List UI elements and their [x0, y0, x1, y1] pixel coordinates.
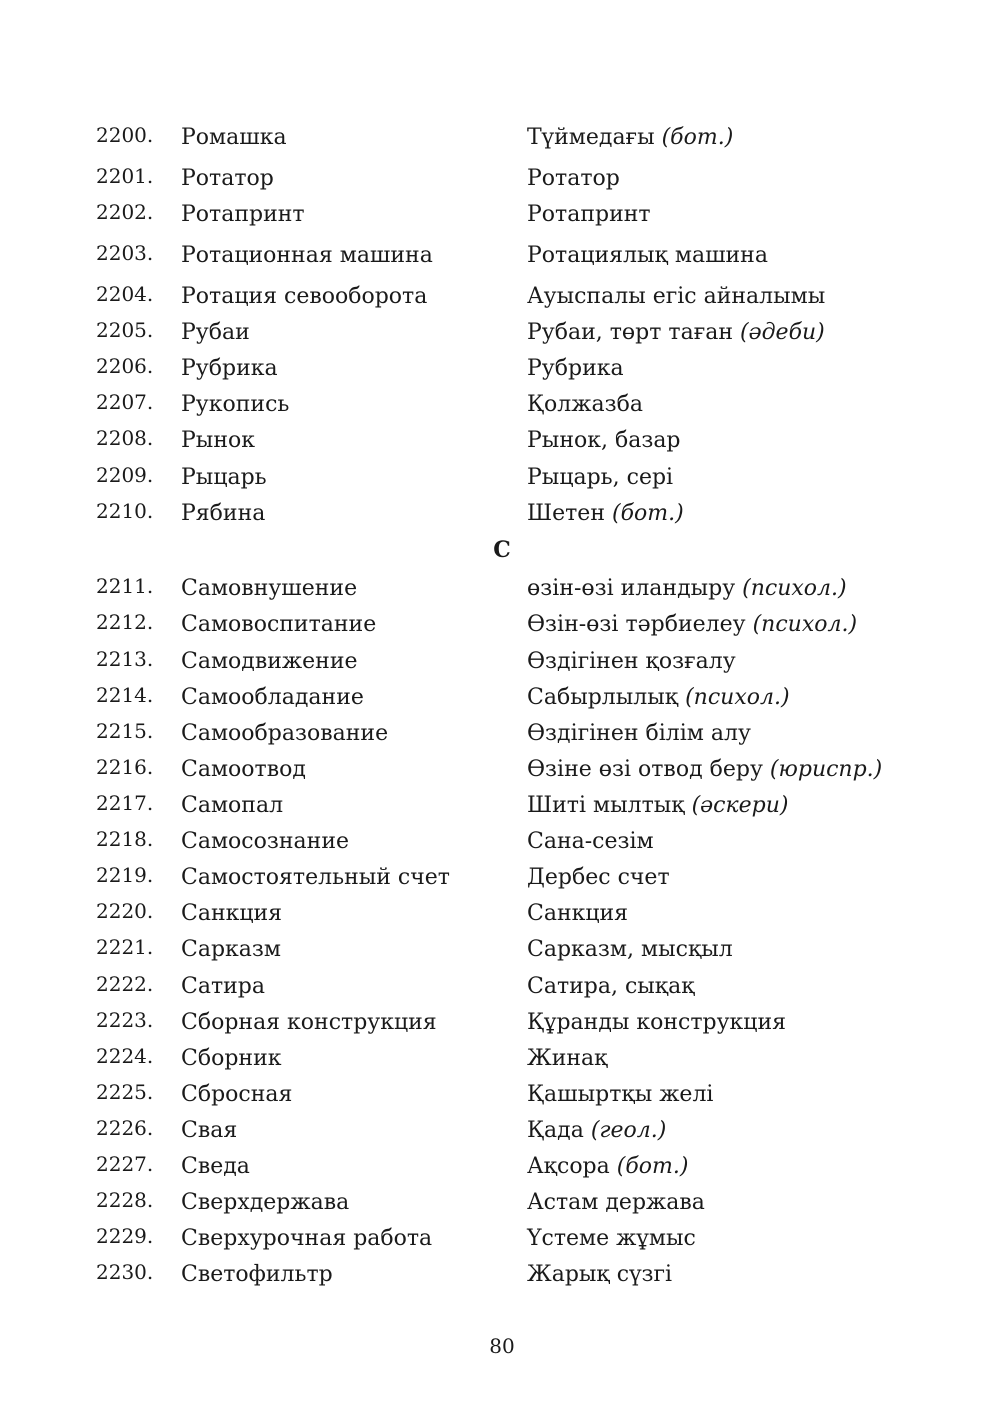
entry-row: [0, 426, 1004, 456]
entry-number: 2224.: [96, 1044, 154, 1068]
kazakh-term: [527, 463, 673, 493]
kazakh-term: [527, 318, 825, 348]
kazakh-translation: Сатира, сықақ: [527, 974, 695, 999]
domain-note: (әдеби): [740, 320, 825, 345]
entry-row: [0, 1080, 1004, 1110]
entry-row: [0, 200, 1004, 230]
entry-number: 2209.: [96, 463, 154, 487]
kazakh-translation: Ротапринт: [527, 202, 651, 227]
kazakh-term: [527, 354, 624, 384]
kazakh-translation: Шиті мылтық: [527, 793, 692, 818]
kazakh-translation: Сана-сезім: [527, 829, 654, 854]
russian-term: Сбросная: [181, 1082, 293, 1107]
entry-row: [0, 972, 1004, 1002]
domain-note: (психол.): [752, 612, 858, 637]
kazakh-term: [527, 1080, 713, 1110]
kazakh-translation: Қолжазба: [527, 392, 643, 417]
russian-term: Самостоятельный счет: [181, 865, 450, 890]
russian-term: Рынок: [181, 428, 255, 453]
entry-number: 2220.: [96, 899, 154, 923]
russian-term: Сверхурочная работа: [181, 1226, 433, 1251]
kazakh-translation: Ауыспалы егіс айналымы: [527, 284, 826, 309]
kazakh-term: [527, 972, 695, 1002]
kazakh-translation: Үстеме жұмыс: [527, 1226, 696, 1251]
russian-term: Ромашка: [181, 125, 287, 150]
entry-row: [0, 935, 1004, 965]
kazakh-term: [527, 791, 789, 821]
kazakh-translation: Өзін-өзі тәрбиелеу: [527, 612, 753, 637]
kazakh-translation: Сарказм, мысқыл: [527, 937, 733, 962]
russian-term: Рыцарь: [181, 465, 267, 490]
kazakh-term: [527, 123, 733, 153]
russian-term: Самодвижение: [181, 649, 358, 674]
kazakh-term: [527, 1260, 672, 1290]
kazakh-term: [527, 200, 651, 230]
russian-term: Самоотвод: [181, 757, 306, 782]
domain-note: (юриспр.): [769, 757, 883, 782]
russian-term: Сверхдержава: [181, 1190, 350, 1215]
domain-note: (психол.): [742, 576, 847, 601]
entry-row: [0, 1152, 1004, 1182]
russian-term: Самосознание: [181, 829, 349, 854]
kazakh-translation: өзін-өзі иландыру: [527, 576, 743, 601]
kazakh-translation: Жарық сүзгі: [527, 1262, 673, 1287]
russian-term: Самовнушение: [181, 576, 358, 601]
entry-row: [0, 1188, 1004, 1218]
entry-number: 2230.: [96, 1260, 154, 1284]
kazakh-term: [527, 827, 654, 857]
kazakh-translation: Өзіне өзі отвод беру: [527, 757, 770, 782]
entry-number: 2216.: [96, 755, 154, 779]
kazakh-term: [527, 164, 620, 194]
kazakh-term: [527, 647, 736, 677]
russian-term: Ротационная машина: [181, 243, 433, 268]
kazakh-translation: Өздігінен білім алу: [527, 721, 751, 746]
kazakh-term: [527, 755, 882, 785]
entry-row: [0, 282, 1004, 312]
kazakh-translation: Қашыртқы желі: [527, 1082, 714, 1107]
entry-row: [0, 827, 1004, 857]
kazakh-term: [527, 574, 847, 604]
entry-number: 2207.: [96, 390, 154, 414]
kazakh-term: [527, 1224, 696, 1254]
entry-number: 2229.: [96, 1224, 154, 1248]
domain-note: (әскери): [691, 793, 789, 818]
kazakh-term: [527, 683, 790, 713]
kazakh-term: [527, 1116, 666, 1146]
entry-row: [0, 755, 1004, 785]
entry-number: 2211.: [96, 574, 154, 598]
entry-row: [0, 1008, 1004, 1038]
russian-term: Свая: [181, 1118, 238, 1143]
entry-row: [0, 463, 1004, 493]
section-letter-heading: С: [493, 537, 511, 563]
russian-term: Рукопись: [181, 392, 290, 417]
domain-note: (бот.): [616, 1154, 689, 1179]
entry-number: 2225.: [96, 1080, 154, 1104]
domain-note: (геол.): [590, 1118, 667, 1143]
kazakh-translation: Астам держава: [527, 1190, 705, 1215]
russian-term: Самообразование: [181, 721, 389, 746]
domain-note: (бот.): [611, 501, 684, 526]
russian-term: Самовоспитание: [181, 612, 377, 637]
russian-term: Рябина: [181, 501, 266, 526]
kazakh-term: [527, 899, 628, 929]
entry-row: [0, 791, 1004, 821]
entry-number: 2202.: [96, 200, 154, 224]
entry-number: 2218.: [96, 827, 154, 851]
kazakh-term: [527, 282, 825, 312]
russian-term: Рубрика: [181, 356, 278, 381]
kazakh-translation: Шетен: [527, 501, 612, 526]
entry-row: [0, 863, 1004, 893]
russian-term: Самопал: [181, 793, 284, 818]
page-number: 80: [489, 1334, 515, 1358]
kazakh-term: [527, 390, 643, 420]
entry-number: 2228.: [96, 1188, 154, 1212]
domain-note: (психол.): [685, 685, 790, 710]
entry-row: [0, 318, 1004, 348]
entry-number: 2212.: [96, 610, 154, 634]
russian-term: Светофильтр: [181, 1262, 333, 1287]
kazakh-translation: Ақсора: [527, 1154, 617, 1179]
russian-term: Сарказм: [181, 937, 282, 962]
kazakh-term: [527, 719, 751, 749]
kazakh-term: [527, 499, 684, 529]
entry-number: 2223.: [96, 1008, 154, 1032]
entry-row: [0, 1116, 1004, 1146]
entry-number: 2227.: [96, 1152, 154, 1176]
kazakh-translation: Өздігінен қозғалу: [527, 649, 736, 674]
entry-number: 2210.: [96, 499, 154, 523]
kazakh-translation: Рынок, базар: [527, 428, 681, 453]
russian-term: Сведа: [181, 1154, 250, 1179]
entry-number: 2206.: [96, 354, 154, 378]
entry-number: 2203.: [96, 241, 154, 265]
entry-row: [0, 1224, 1004, 1254]
entry-number: 2205.: [96, 318, 154, 342]
kazakh-translation: Ротатор: [527, 166, 620, 191]
entry-number: 2215.: [96, 719, 154, 743]
entry-number: 2214.: [96, 683, 154, 707]
kazakh-term: [527, 935, 733, 965]
russian-term: Сатира: [181, 974, 265, 999]
kazakh-translation: Рубаи, төрт таған: [527, 320, 740, 345]
russian-term: Ротапринт: [181, 202, 305, 227]
entry-row: [0, 354, 1004, 384]
entry-row: [0, 899, 1004, 929]
kazakh-term: [527, 426, 681, 456]
russian-term: Рубаи: [181, 320, 250, 345]
kazakh-translation: Жинақ: [527, 1046, 608, 1071]
kazakh-translation: Рыцарь, сері: [527, 465, 674, 490]
kazakh-term: [527, 1152, 688, 1182]
domain-note: (бот.): [661, 125, 734, 150]
entry-number: 2200.: [96, 123, 154, 147]
entry-number: 2208.: [96, 426, 154, 450]
russian-term: Санкция: [181, 901, 283, 926]
kazakh-translation: Құранды конструкция: [527, 1010, 786, 1035]
entry-number: 2204.: [96, 282, 154, 306]
kazakh-term: [527, 1188, 705, 1218]
russian-term: Ротатор: [181, 166, 274, 191]
entry-row: [0, 683, 1004, 713]
kazakh-translation: Сабырлылық: [527, 685, 686, 710]
entry-number: 2217.: [96, 791, 154, 815]
entry-row: [0, 1260, 1004, 1290]
entry-row: [0, 574, 1004, 604]
russian-term: Сборник: [181, 1046, 282, 1071]
kazakh-translation: Санкция: [527, 901, 629, 926]
entry-row: [0, 241, 1004, 271]
kazakh-translation: Қада: [527, 1118, 591, 1143]
kazakh-term: [527, 241, 768, 271]
entry-number: 2221.: [96, 935, 154, 959]
kazakh-translation: Түймедағы: [527, 125, 662, 150]
entry-row: [0, 1044, 1004, 1074]
kazakh-translation: Рубрика: [527, 356, 624, 381]
entry-row: [0, 719, 1004, 749]
entry-number: 2226.: [96, 1116, 154, 1140]
entry-row: [0, 499, 1004, 529]
russian-term: Сборная конструкция: [181, 1010, 437, 1035]
kazakh-translation: Ротациялық машина: [527, 243, 768, 268]
entry-row: [0, 390, 1004, 420]
russian-term: Самообладание: [181, 685, 364, 710]
entry-row: [0, 647, 1004, 677]
entry-number: 2219.: [96, 863, 154, 887]
entry-number: 2201.: [96, 164, 154, 188]
entry-row: [0, 123, 1004, 153]
entry-number: 2213.: [96, 647, 154, 671]
russian-term: Ротация севооборота: [181, 284, 428, 309]
entry-row: [0, 164, 1004, 194]
kazakh-term: [527, 1044, 608, 1074]
kazakh-term: [527, 610, 857, 640]
kazakh-translation: Дербес счет: [527, 865, 670, 890]
entry-row: [0, 610, 1004, 640]
entry-number: 2222.: [96, 972, 154, 996]
kazakh-term: [527, 863, 670, 893]
kazakh-term: [527, 1008, 786, 1038]
